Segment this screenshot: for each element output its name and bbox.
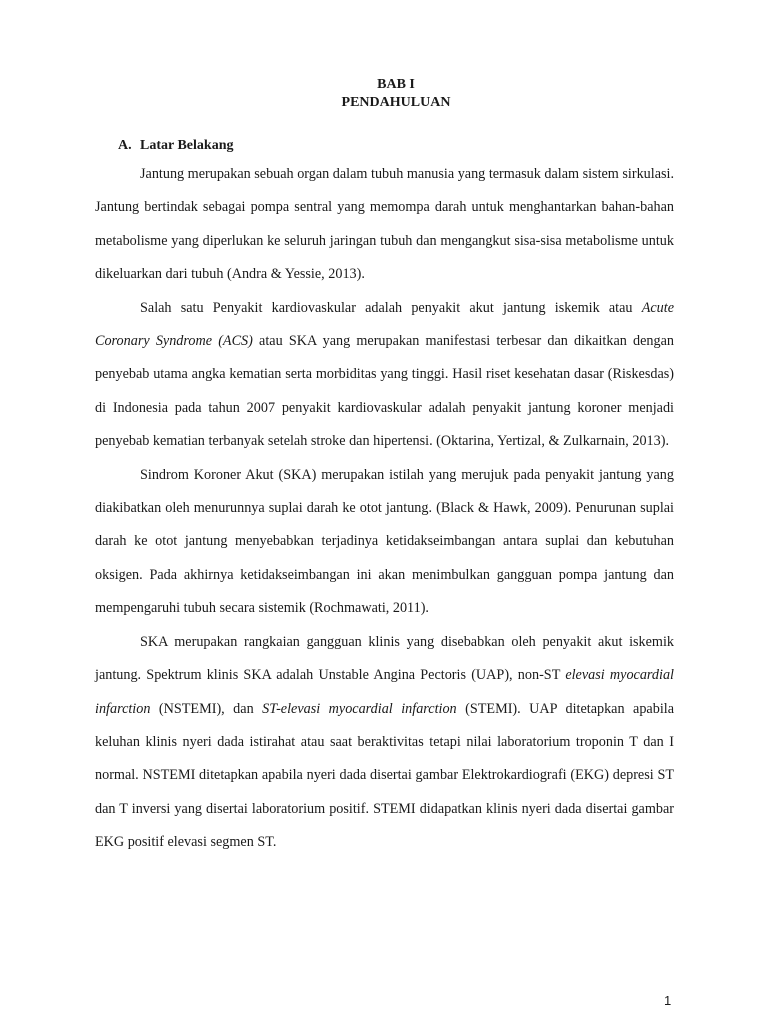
section-letter: A. [118,138,132,153]
italic-term: elevasi myocardial infarction [95,667,675,717]
paragraph [95,459,674,626]
paragraph [95,626,674,860]
text-run: Jantung merupakan sebuah organ dalam tubuh manusia yang termasuk dalam sistem sirkulasi. Jantung bertindak sebagai pompa sentral yang memompa darah untuk menghantarkan bahan-bahan metabolisme yang diperlukan ke seluruh jaringan tubuh dan mengangkut sisa-sisa metabolisme untuk dikeluarkan dari tubuh (Andra & Yessie, 2013). [95,166,675,283]
body-text [95,158,674,860]
paragraph [95,292,674,459]
section-title: Latar Belakang [140,138,234,153]
paragraph [95,158,674,292]
italic-term: Acute Coronary Syndrome (ACS) [95,299,674,350]
section-heading [118,137,233,155]
text-run: Salah satu Penyakit kardiovaskular adalah penyakit akut jantung iskemik atau [140,299,642,316]
text-run: (NSTEMI), dan [150,700,263,717]
chapter-heading [0,76,768,112]
page-number: 1 [664,993,672,1008]
italic-term: ST-elevasi myocardial infarction [262,700,457,717]
text-run: (STEMI). UAP ditetapkan apabila keluhan klinis nyeri dada istirahat atau saat beraktivitas tetapi nilai laboratorium troponin T dan I normal. NSTEMI ditetapkan apabila nyeri dada disertai gambar Elektrokardiografi (EKG) depresi ST dan T inversi yang disertai laboratorium positif. STEMI didapatkan klinis nyeri dada disertai gambar EKG positif elevasi segmen ST. [95,700,674,851]
chapter-number: BAB I [377,77,415,92]
text-run: atau SKA yang merupakan manifestasi terbesar dan dikaitkan dengan penyebab utama angka kematian serta morbiditas yang tinggi. Hasil riset kesehatan dasar (Riskesdas) di Indonesia pada tahun 2007 penyakit kardiovaskular adalah penyakit jantung koroner menjadi penyebab kematian terbanyak setelah stroke dan hipertensi. (Oktarina, Yertizal, & Zulkarnain, 2013). [95,333,674,450]
chapter-title: PENDAHULUAN [341,95,451,110]
text-run: Sindrom Koroner Akut (SKA) merupakan istilah yang merujuk pada penyakit jantung yang diakibatkan oleh menurunnya suplai darah ke otot jantung. (Black & Hawk, 2009). Penurunan suplai darah ke otot jantung menyebabkan terjadinya ketidakseimbangan antara suplai dan kebutuhan oksigen. Pada akhirnya ketidakseimbangan ini akan menimbulkan gangguan pompa jantung dan mempengaruhi tubuh secara sistemik (Rochmawati, 2011). [95,466,674,617]
text-run: SKA merupakan rangkaian gangguan klinis yang disebabkan oleh penyakit akut iskemik jantung. Spektrum klinis SKA adalah Unstable Angina Pectoris (UAP), non-ST [95,633,674,684]
